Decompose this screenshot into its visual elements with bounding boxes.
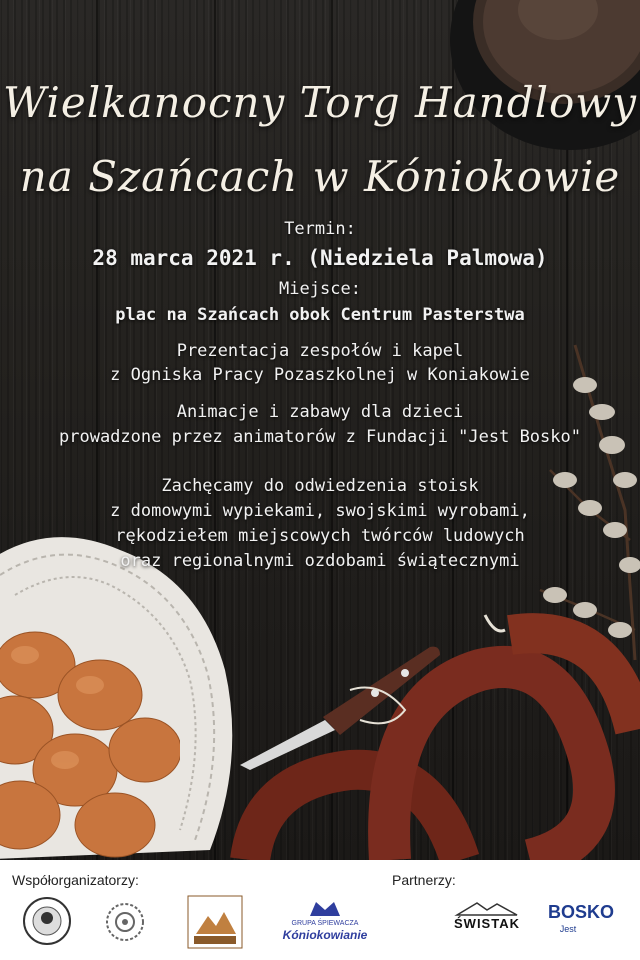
kids-line2: prowadzone przez animatorów z Fundacji "Jest Bosko": [59, 427, 581, 447]
eggs-image: [0, 620, 180, 860]
coorganizer-logo-grupa-spiewacza: [280, 896, 370, 946]
bosko-logo-text: BOSKO: [548, 902, 615, 922]
presentation-line2: z Ogniska Pracy Pozaszkolnej w Koniakowie: [110, 365, 530, 385]
invite-line3: rękodziełem miejscowych twórców ludowych: [115, 526, 525, 546]
swistak-logo-text: ŚWISTAK: [454, 916, 520, 931]
coorganizer-logo-centrum-pasterstwa: [186, 894, 244, 950]
event-date: 28 marca 2021 r. (Niedziela Palmowa): [92, 246, 548, 270]
partner-logo-swistak: [452, 900, 522, 940]
grupa-emblem-icon: [280, 896, 370, 920]
partners-label: Partnerzy:: [392, 872, 456, 888]
invite-line1: Zachęcamy do odwiedzenia stoisk: [161, 476, 479, 496]
place-label: Miejsce:: [279, 279, 361, 299]
grupa-logo-line1: GRUPA ŚPIEWACZA: [291, 920, 359, 927]
sponsors-footer: [0, 860, 640, 960]
partner-logo-bosko: [548, 896, 615, 944]
bosko-logo-jest: Jest: [559, 924, 577, 934]
poster-title-line1: Wielkanocny Torg Handlowy: [3, 78, 637, 127]
mountain-icon: [452, 900, 522, 916]
invite-line2: z domowymi wypiekami, swojskimi wyrobami,: [110, 501, 530, 521]
sausage-image: [230, 610, 640, 860]
coorganizer-logo-1: [22, 896, 72, 946]
presentation-line1: Prezentacja zespołów i kapel: [176, 341, 464, 361]
poster-title-line2: na Szańcach w Kóniokowie: [19, 152, 621, 201]
kids-line1: Animacje i zabawy dla dzieci: [176, 402, 464, 422]
coorganizers-label: Współorganizatorzy:: [12, 872, 139, 888]
event-place: plac na Szańcach obok Centrum Pasterstwa: [115, 305, 525, 325]
invite-line4: oraz regionalnymi ozdobami świątecznymi: [120, 551, 520, 571]
term-label: Termin:: [284, 219, 356, 239]
coorganizer-logo-fundacja: [100, 894, 150, 948]
grupa-logo-line2: Kóniokowianie: [282, 928, 368, 942]
